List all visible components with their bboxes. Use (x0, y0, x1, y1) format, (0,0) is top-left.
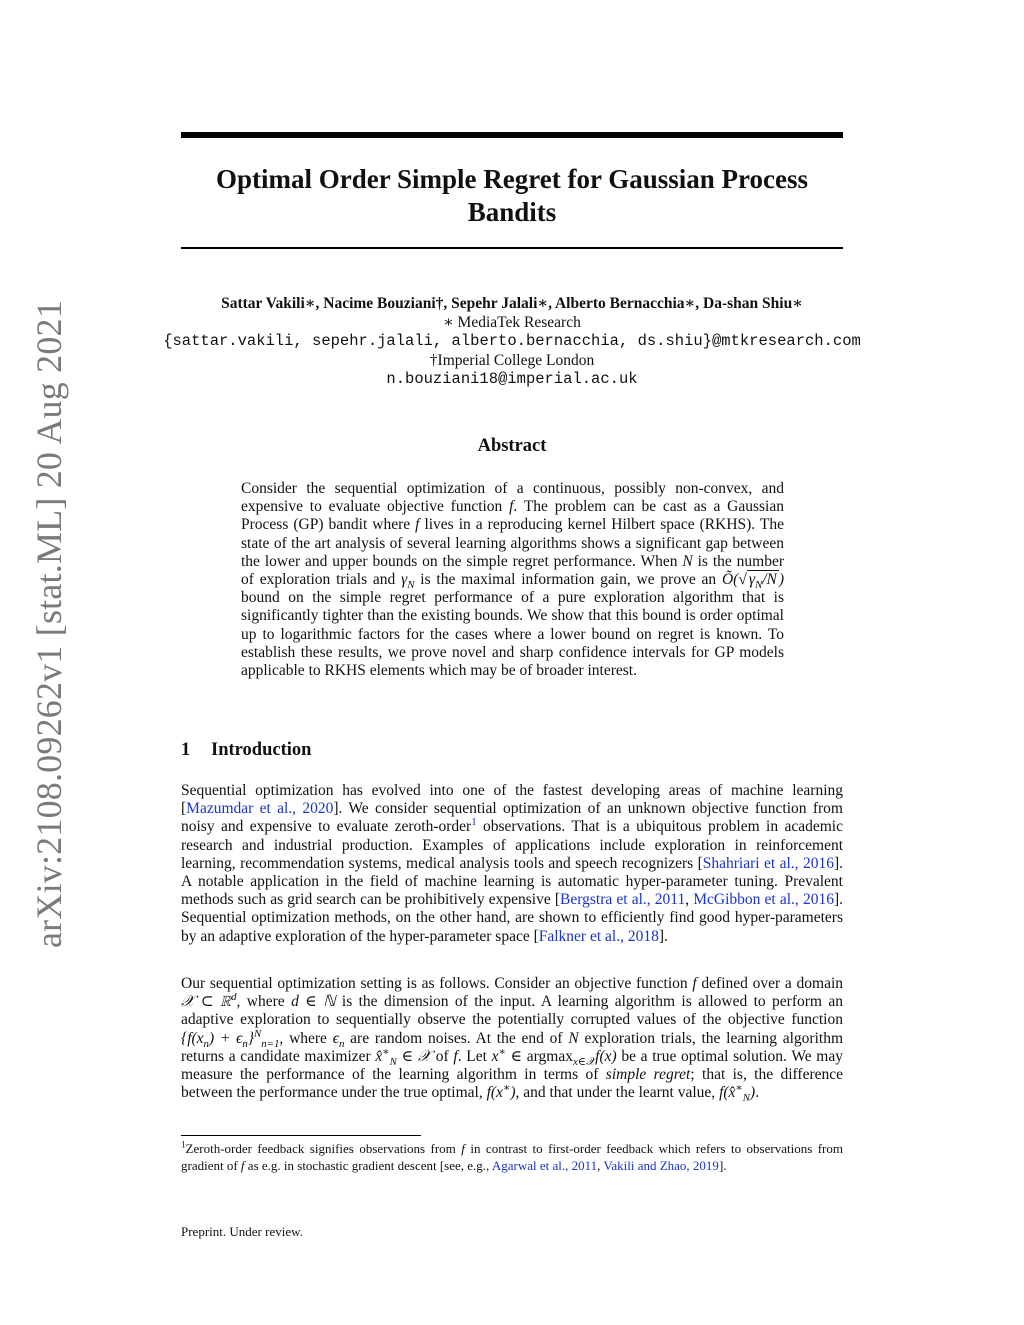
footnote-marker[interactable]: 1 (471, 816, 477, 829)
email-imperial: n.bouziani18@imperial.ac.uk (386, 370, 638, 388)
intro-paragraph-1: Sequential optimization has evolved into one of the fastest developing areas of machine learning [Mazumdar et al., 2020]. We consider sequential optimization of an unknown objective function from noisy and expensive to evaluate zeroth-order$^1$ observations. That is a ubiquitous problem in academic research and industrial production. Examples of applications include exploration in reinforcement learning, recommendation systems, medical analysis tools and speech recognizers [Shahriari et al., 2016]. A notable application in the field of machine learning is automatic hyper-parameter tuning. Prevalent methods such as grid search can be prohibitively expensive [Bergstra et al., 2011, McGibbon et al., 2016]. Sequential optimization methods, on the other hand, are shown to efficiently find good hyper-parameters by an adaptive exploration of the hyper-parameter space [Falkner et al., 2018]. (181, 782, 843, 945)
paper-title: Optimal Order Simple Regret for Gaussian Process Bandits (216, 164, 808, 227)
citation-link[interactable]: Shahriari et al., 2016 (702, 854, 834, 872)
footnote-rule (181, 1135, 421, 1136)
footnote-1: $^1$Zeroth-order feedback signifies observations from f in contrast to first-order feedback which refers to observations from gradient of f as e.g. in stochastic gradient descent [see, e.g., Agarwal et al., 2011, Vakili and Zhao, 2019]. (181, 1139, 843, 1173)
citation-link[interactable]: Vakili and Zhao, 2019 (603, 1157, 719, 1173)
affiliation-imperial: †Imperial College London (429, 352, 595, 369)
intro-paragraph-2: Our sequential optimization setting is as follows. Consider an objective function f defined over a domain 𝒳 ⊂ ℝ$^d$, where d ∈ ℕ is the dimension of the input. A learning algorithm is allowed to perform an adaptive exploration to sequentially observe the potentially corrupted values of the objective function $\{f(x_n) + \epsilon_n\}^N_{n=1}$, where $\epsilon_n$ are random noises. At the end of N exploration trials, the learning algorithm returns a candidate maximizer $x̂^∗_N$ ∈ 𝒳 of f. Let x∗ ∈ argmax$_{x\in 𝒳}$f(x) be a true optimal solution. We may measure the performance of the learning algorithm in terms of simple regret; that is, the difference between the performance under the true optimal, f(x∗), and that under the learnt value, $f(x̂^∗_N)$. (181, 975, 844, 1105)
citation-link[interactable]: Mazumdar et al., 2020 (186, 800, 334, 818)
citation-link[interactable]: Falkner et al., 2018 (538, 927, 659, 945)
abstract-heading: Abstract (477, 436, 547, 456)
preprint-footer: Preprint. Under review. (181, 1224, 303, 1239)
email-mediatek: {sattar.vakili, sepehr.jalali, alberto.bernacchia, ds.shiu}@mtkresearch.com (163, 332, 861, 350)
author-names: Sattar Vakili∗, Nacime Bouziani†, Sepehr Jalali∗, Alberto Bernacchia∗, Da-shan Shiu∗ (221, 295, 803, 312)
citation-link[interactable]: McGibbon et al., 2016 (693, 891, 834, 909)
citation-link[interactable]: Bergstra et al., 2011 (560, 891, 686, 909)
abstract-text: Consider the sequential optimization of a continuous, possibly non-convex, and expensive to evaluate objective function f. The problem can be cast as a Gaussian Process (GP) bandit where f lives in a reproducing kernel Hilbert space (RKHS). The state of the art analysis of several learning algorithms shows a significant gap between the lower and upper bounds on the simple regret performance. When N is the number of exploration trials and $\gamma_N$ is the maximal information gain, we prove an Õ(√ $\gamma_N/N$ ) bound on the simple regret performance of a pure exploration algorithm that is significantly tighter than the existing bounds. We show that this bound is order optimal up to logarithmic factors for the cases where a lower bound on regret is known. To establish these results, we prove novel and sharp confidence intervals for GP models applicable to RKHS elements which may be of broader interest. (241, 480, 785, 680)
section-heading-introduction: 1 Introduction (181, 740, 312, 760)
affiliation-mediatek: ∗ MediaTek Research (443, 314, 581, 331)
arxiv-identifier[interactable]: arXiv:2108.09262v1 [stat.ML] 20 Aug 2021 (29, 300, 69, 948)
title-rule-bottom (181, 247, 843, 249)
author-block (150, 294, 874, 389)
title-rule-top (181, 132, 843, 138)
citation-link[interactable]: Agarwal et al., 2011 (491, 1157, 598, 1173)
